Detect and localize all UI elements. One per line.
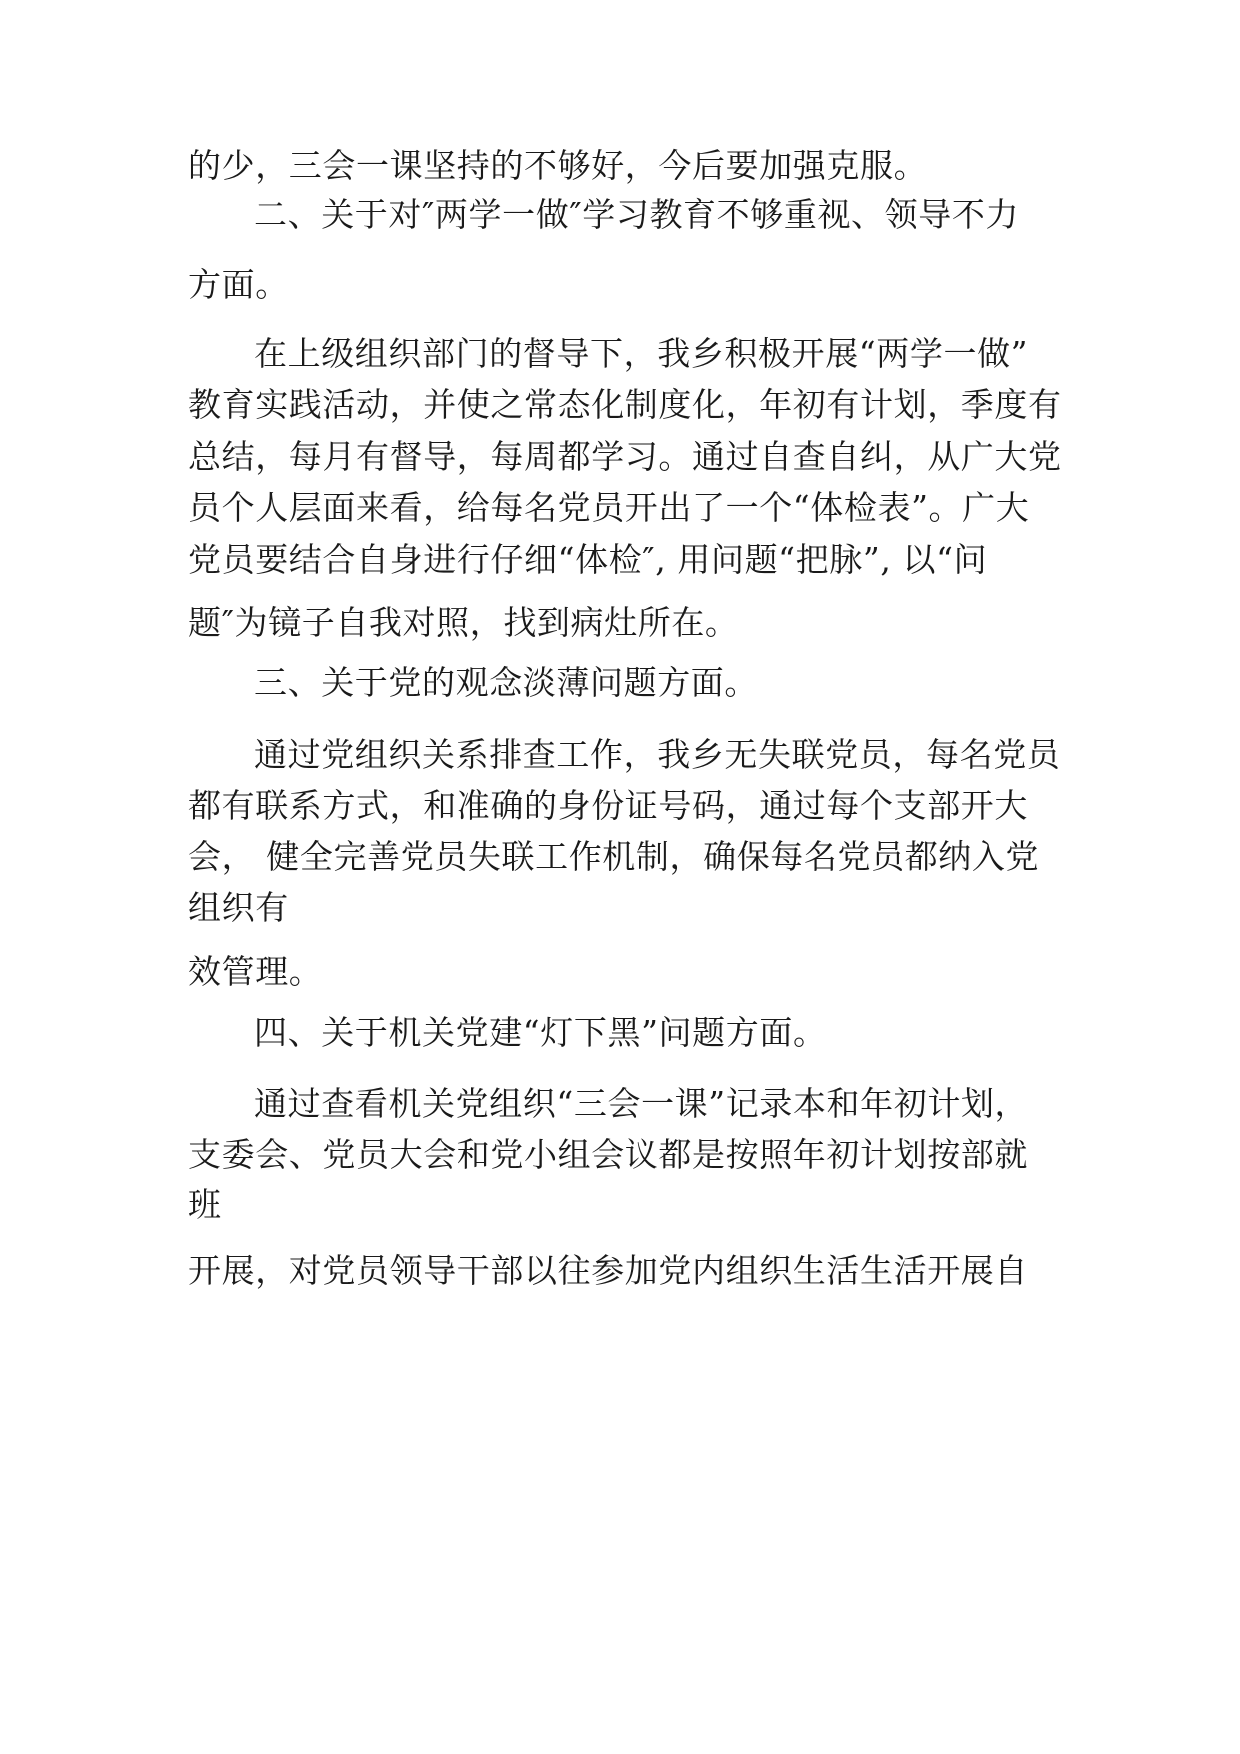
- paragraph-line: 组织有: [188, 888, 289, 927]
- paragraph-line: 班: [188, 1185, 222, 1224]
- paragraph-line: 通过党组织关系排查工作，我乡无失联党员，每名党员: [254, 735, 1061, 774]
- paragraph-line: 效管理。: [188, 952, 323, 991]
- paragraph-line: 党员要结合自身进行仔细“体检″, 用问题“把脉”, 以“问: [188, 540, 988, 579]
- paragraph-line: 题″为镜子自我对照，找到病灶所在。: [188, 603, 739, 642]
- section-heading-3: 三、关于党的观念淡薄问题方面。: [254, 663, 758, 702]
- paragraph-line: 通过查看机关党组织“三会一课”记录本和年初计划，: [254, 1084, 1029, 1123]
- paragraph-line: 的少，三会一课坚持的不够好，今后要加强克服。: [188, 146, 928, 185]
- paragraph-line: 都有联系方式，和准确的身份证号码，通过每个支部开大: [188, 786, 1028, 825]
- paragraph-line: 在上级组织部门的督导下，我乡积极开展“两学一做”: [254, 334, 1029, 373]
- paragraph-line: 方面。: [188, 265, 289, 304]
- paragraph-line: 教育实践活动，并使之常态化制度化，年初有计划，季度有: [188, 385, 1062, 424]
- section-heading-4: 四、关于机关党建“灯下黑”问题方面。: [254, 1013, 827, 1052]
- section-heading-2: 二、关于对″两学一做″学习教育不够重视、领导不力: [254, 195, 1020, 234]
- paragraph-line: 支委会、党员大会和党小组会议都是按照年初计划按部就: [188, 1135, 1028, 1174]
- paragraph-line: 会， 健全完善党员失联工作机制，确保每名党员都纳入党: [188, 837, 1040, 876]
- paragraph-line: 总结，每月有督导，每周都学习。通过自查自纠，从广大党: [188, 437, 1062, 476]
- paragraph-line: 员个人层面来看，给每名党员开出了一个“体检表”。广大: [188, 488, 1030, 527]
- paragraph-line: 开展，对党员领导干部以往参加党内组织生活生活开展自: [188, 1251, 1028, 1290]
